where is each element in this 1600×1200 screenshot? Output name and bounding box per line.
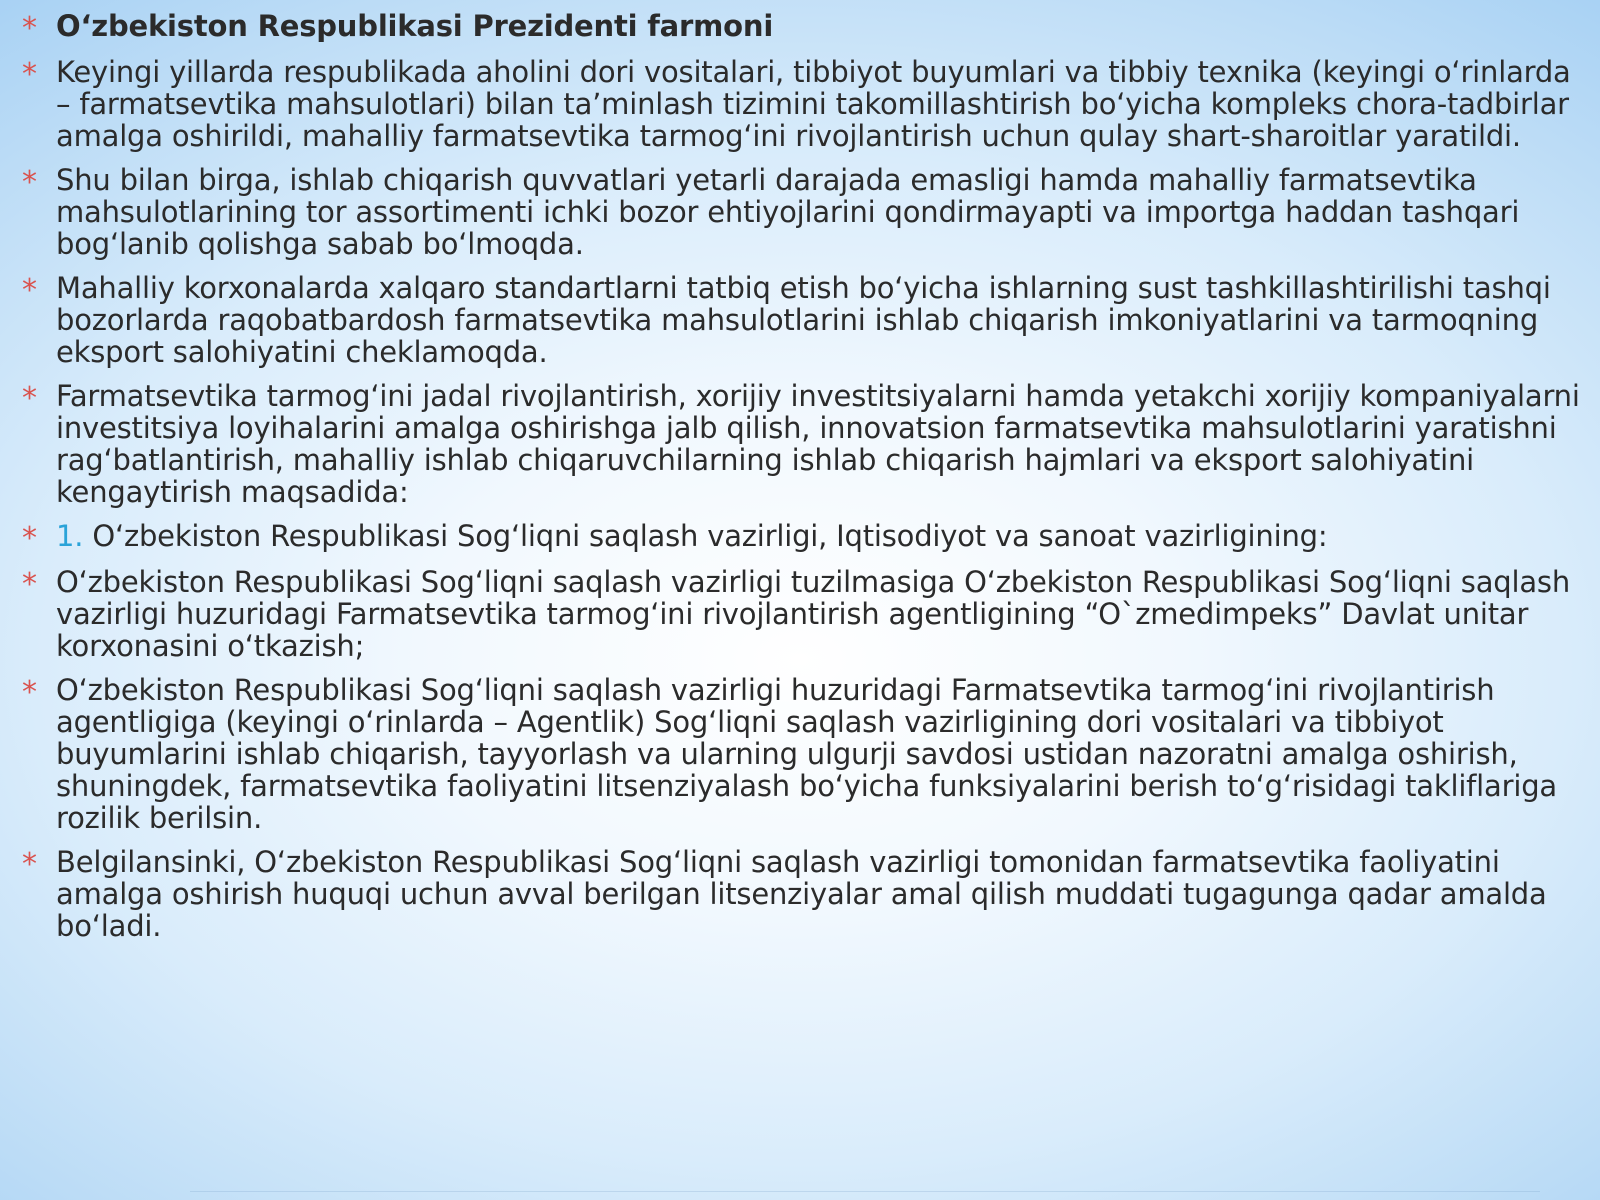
bullet-text: Farmatsevtika tarmog‘ini jadal rivojlantirish, xorijiy investitsiyalarni hamda yetakchi xorijiy kompaniyalarni investitsiya loyihalarini amalga oshirishga jalb qilish, innovatsion farmatsevtika mahsulotlarini yaratishni rag‘batlantirish, mahalliy ishlab chiqaruvchilarning ishlab chiqarish hajmlari va eksport salohiyatini kengaytirish maqsadida: [56,379,1580,509]
bullet-item-title [22,10,1592,44]
bottom-divider [190,1191,1540,1192]
asterisk-bullet-icon: * [22,381,37,416]
asterisk-bullet-icon: * [22,675,37,710]
bullet-text: O‘zbekiston Respublikasi Sog‘liqni saqlash vazirligi tuzilmasiga O‘zbekiston Respublikasi Sog‘liqni saqlash vazirligi huzuridagi Farmatsevtika tarmog‘ini rivojlantirish agentligining “O`zmedimpeks” Davlat unitar korxonasini o‘tkazish; [56,565,1571,663]
asterisk-bullet-icon: * [22,57,37,92]
asterisk-bullet-icon: * [22,165,37,200]
bullet-text: Belgilansinki, O‘zbekiston Respublikasi Sog‘liqni saqlash vazirligi tomonidan farmatsevtika faoliyatini amalga oshirish huquqi uchun avval berilgan litsenziyalar amal qilish muddati tugagunga qadar amalda bo‘ladi. [56,845,1547,943]
bullet-text: Keyingi yillarda respublikada aholini dori vositalari, tibbiyot buyumlari va tibbiy texnika (keyingi o‘rinlarda – farmatsevtika mahsulotlari) bilan ta’minlash tizimini takomillashtirish bo‘yicha kompleks chora-tadbirlar amalga oshirildi, mahalliy farmatsevtika tarmog‘ini rivojlantirish uchun qulay shart-sharoitlar yaratildi. [56,55,1571,153]
bullet-text-numbered [56,520,1592,552]
asterisk-bullet-icon: * [22,521,37,556]
asterisk-bullet-icon: * [22,273,37,308]
bullet-item [22,56,1592,152]
bullet-text: O‘zbekiston Respublikasi Sog‘liqni saqlash vazirligi huzuridagi Farmatsevtika tarmog‘ini rivojlantirish agentligiga (keyingi o‘rinlarda – Agentlik) Sog‘liqni saqlash vazirligining dori vositalari va tibbiyot buyumlarini ishlab chiqarish, tayyorlash va ularning ulgurji savdosi ustidan nazoratni amalga oshirish, shuningdek, farmatsevtika faoliyatini litsenziyalash bo‘yicha funksiyalarini berish to‘g‘risidagi takliflariga rozilik berilsin. [56,673,1557,835]
bullet-item [22,272,1592,368]
bullet-text: O‘zbekiston Respublikasi Sog‘liqni saqlash vazirligi, Iqtisodiyot va sanoat vazirligining: [92,519,1328,553]
asterisk-bullet-icon: * [22,567,37,602]
bullet-text: Mahalliy korxonalarda xalqaro standartlarni tatbiq etish bo‘yicha ishlarning sust tashkillashtirilishi tashqi bozorlarda raqobatbardosh farmatsevtika mahsulotlarini ishlab chiqarish imkoniyatlarini va tarmoqning eksport salohiyatini cheklamoqda. [56,271,1551,369]
item-number: 1. [56,519,84,553]
bullet-text: Shu bilan birga, ishlab chiqarish quvvatlari yetarli darajada emasligi hamda mahalliy farmatsevtika mahsulotlarining tor assortimenti ichki bozor ehtiyojlarini qondirmayapti va importga haddan tashqari bog‘lanib qolishga sabab bo‘lmoqda. [56,163,1520,261]
bullet-item [22,380,1592,508]
decree-title: O‘zbekiston Respublikasi Prezidenti farmoni [56,9,774,43]
bullet-item [22,164,1592,260]
bullet-item [22,566,1592,662]
slide-content [22,10,1592,954]
bullet-item-numbered [22,520,1592,554]
bullet-item [22,846,1592,942]
asterisk-bullet-icon: * [22,11,37,46]
bullet-item [22,674,1592,834]
asterisk-bullet-icon: * [22,847,37,882]
